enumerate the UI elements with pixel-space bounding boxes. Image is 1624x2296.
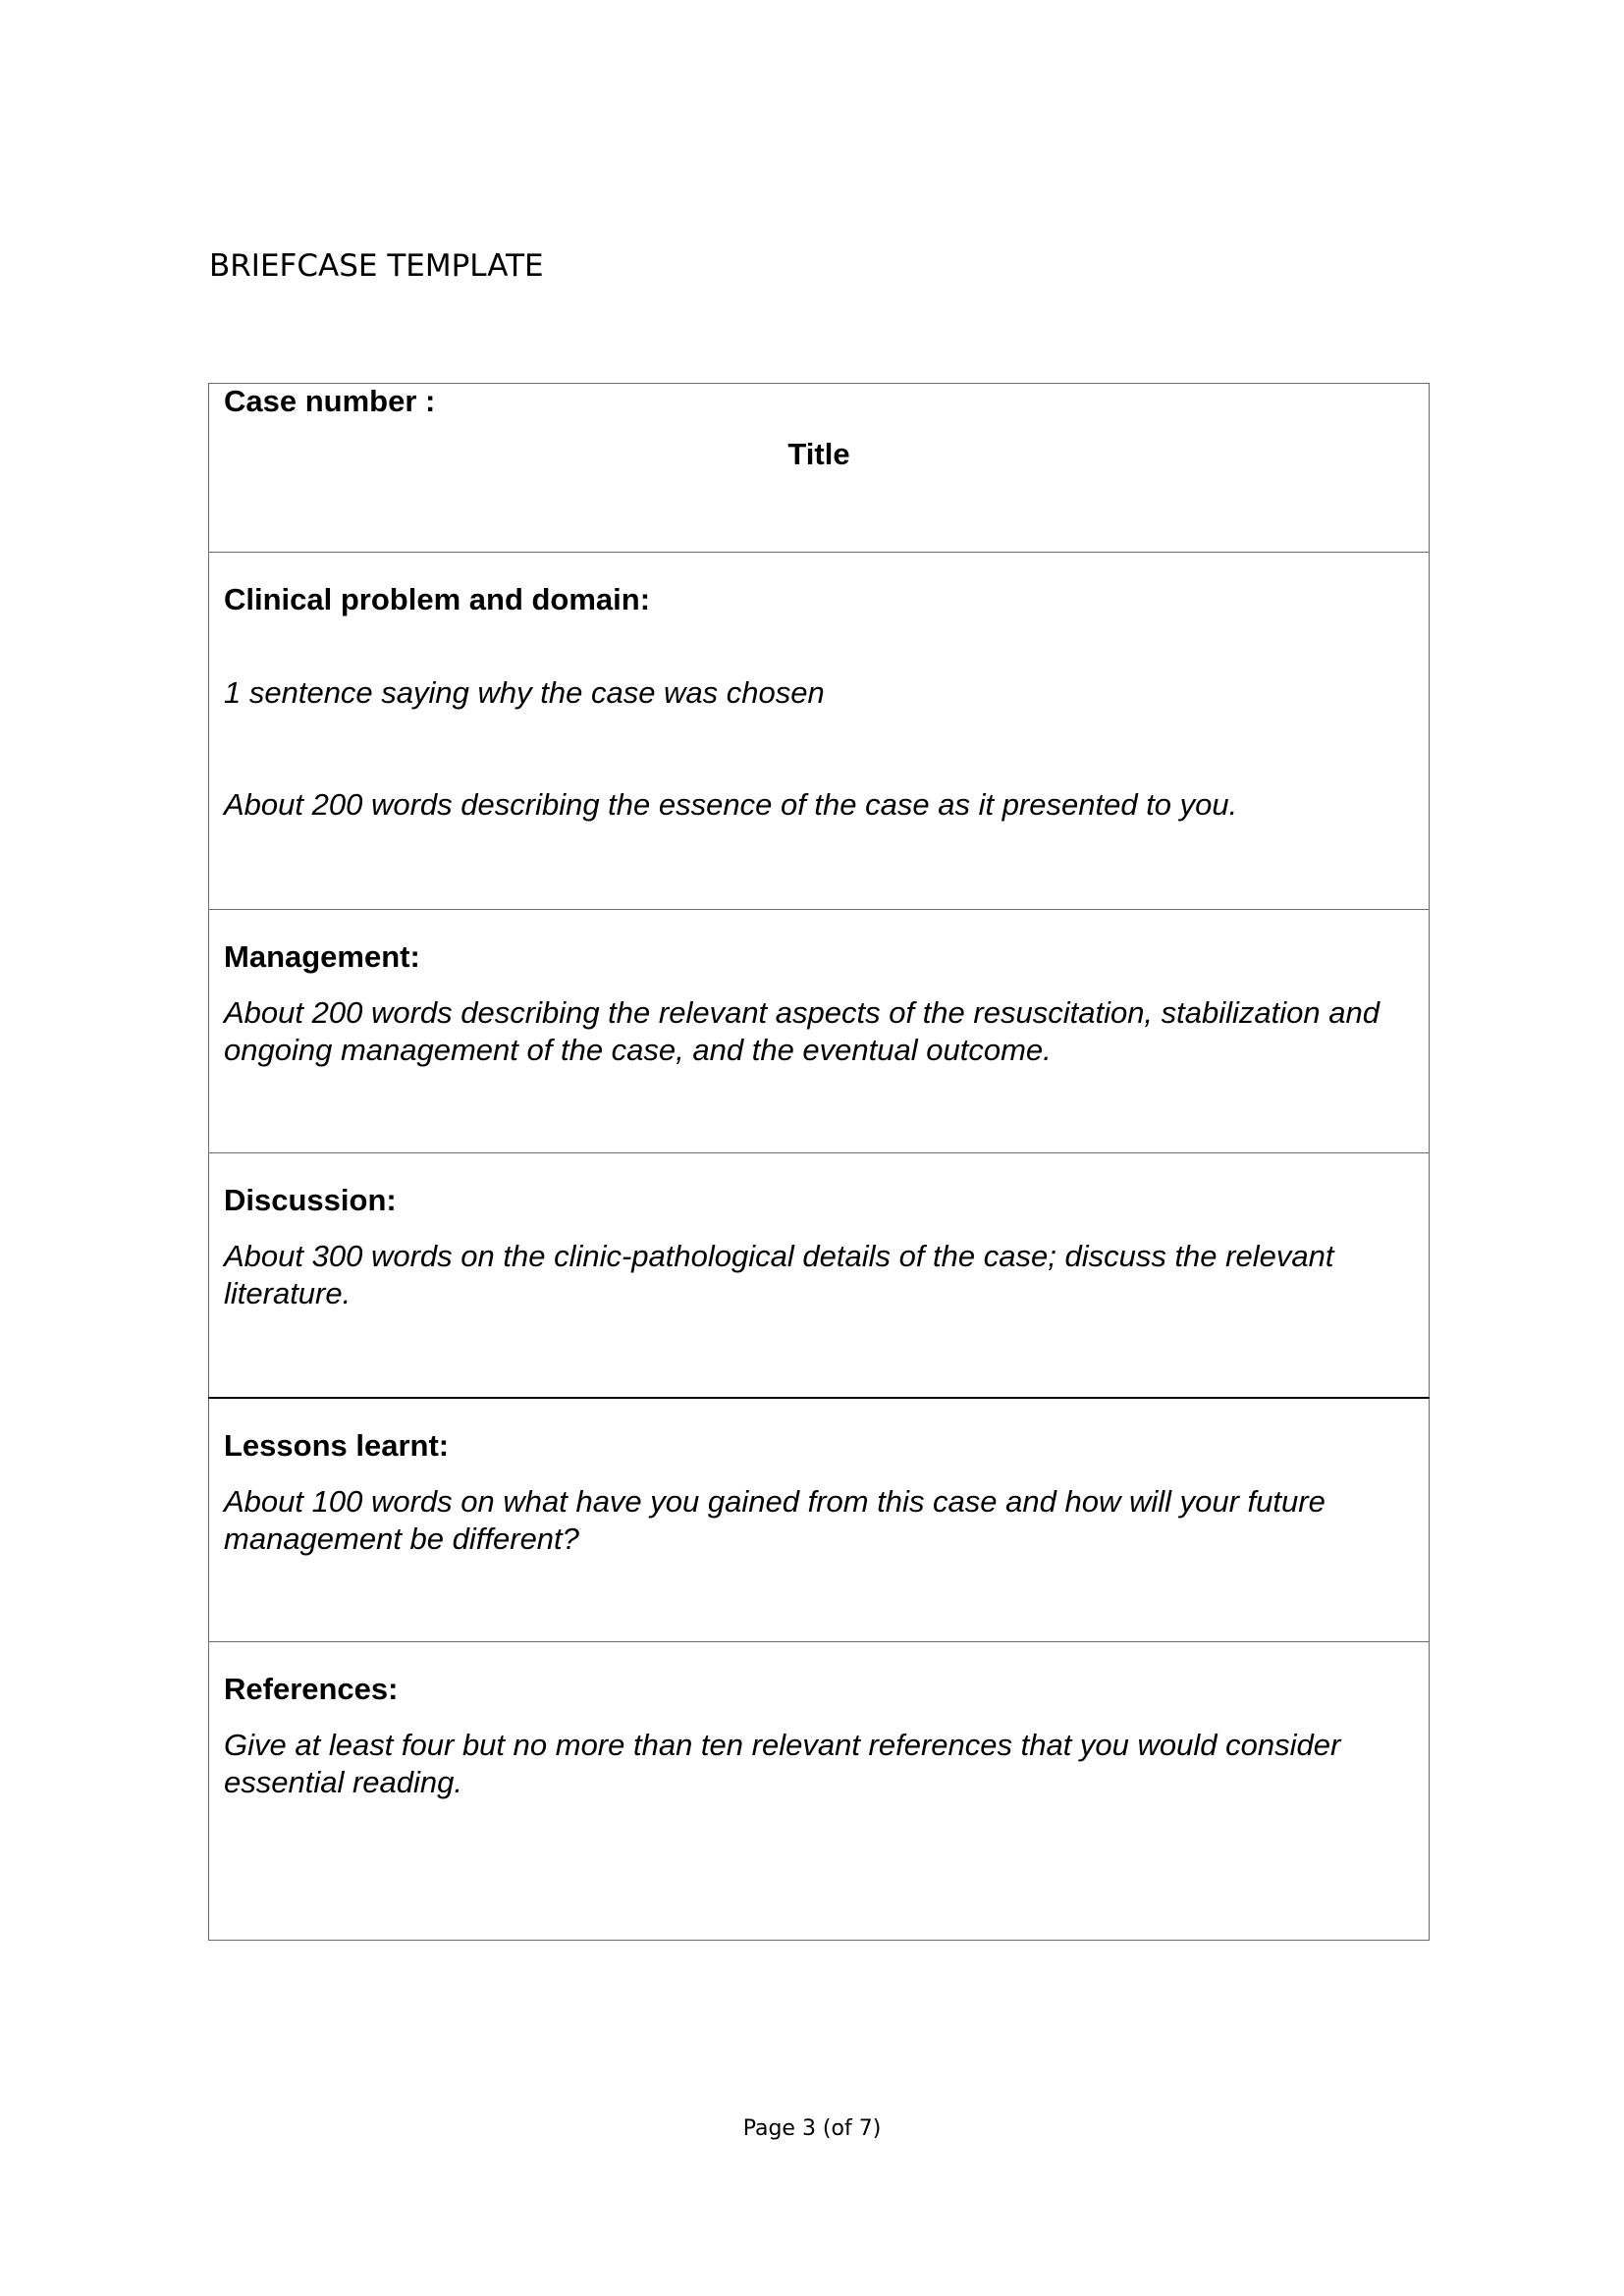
discussion-row [209, 1153, 1430, 1398]
lessons-row [209, 1398, 1430, 1642]
clinical-cell [209, 553, 1430, 910]
lessons-learnt-text: About 100 words on what have you gained from this case and how will your future management be different? [224, 1483, 1326, 1556]
management-cell [209, 910, 1430, 1153]
management-row [209, 910, 1430, 1153]
page-number: Page 3 (of 7) [742, 2116, 882, 2141]
lessons-cell [209, 1398, 1430, 1642]
case-cell [209, 384, 1430, 553]
references-text: Give at least four but no more than ten relevant references that you would consider essential reading. [224, 1728, 1341, 1799]
title-label: Title [787, 437, 850, 471]
clinical-row [209, 553, 1430, 910]
management-label: Management: [224, 939, 420, 974]
case-row [209, 384, 1430, 553]
clinical-reason-text: 1 sentence saying why the case was chosen [224, 675, 825, 710]
case-number-label: Case number : [224, 384, 436, 418]
discussion-cell [209, 1153, 1430, 1398]
references-row [209, 1642, 1430, 1941]
clinical-essence-text: About 200 words describing the essence of the case as it presented to you. [224, 787, 1238, 822]
discussion-text: About 300 words on the clinic-pathological details of the case; discuss the relevant literature. [224, 1239, 1334, 1310]
lessons-learnt-label: Lessons learnt: [224, 1427, 450, 1463]
management-text: About 200 words describing the relevant aspects of the resuscitation, stabilization and ongoing management of the case, and the eventual outcome. [224, 995, 1380, 1067]
document-heading: BRIEFCASE TEMPLATE [209, 248, 544, 284]
clinical-problem-label: Clinical problem and domain: [224, 582, 651, 616]
discussion-label: Discussion: [224, 1183, 397, 1217]
references-label: References: [224, 1672, 399, 1706]
references-cell [209, 1642, 1430, 1941]
briefcase-table [208, 383, 1430, 1941]
